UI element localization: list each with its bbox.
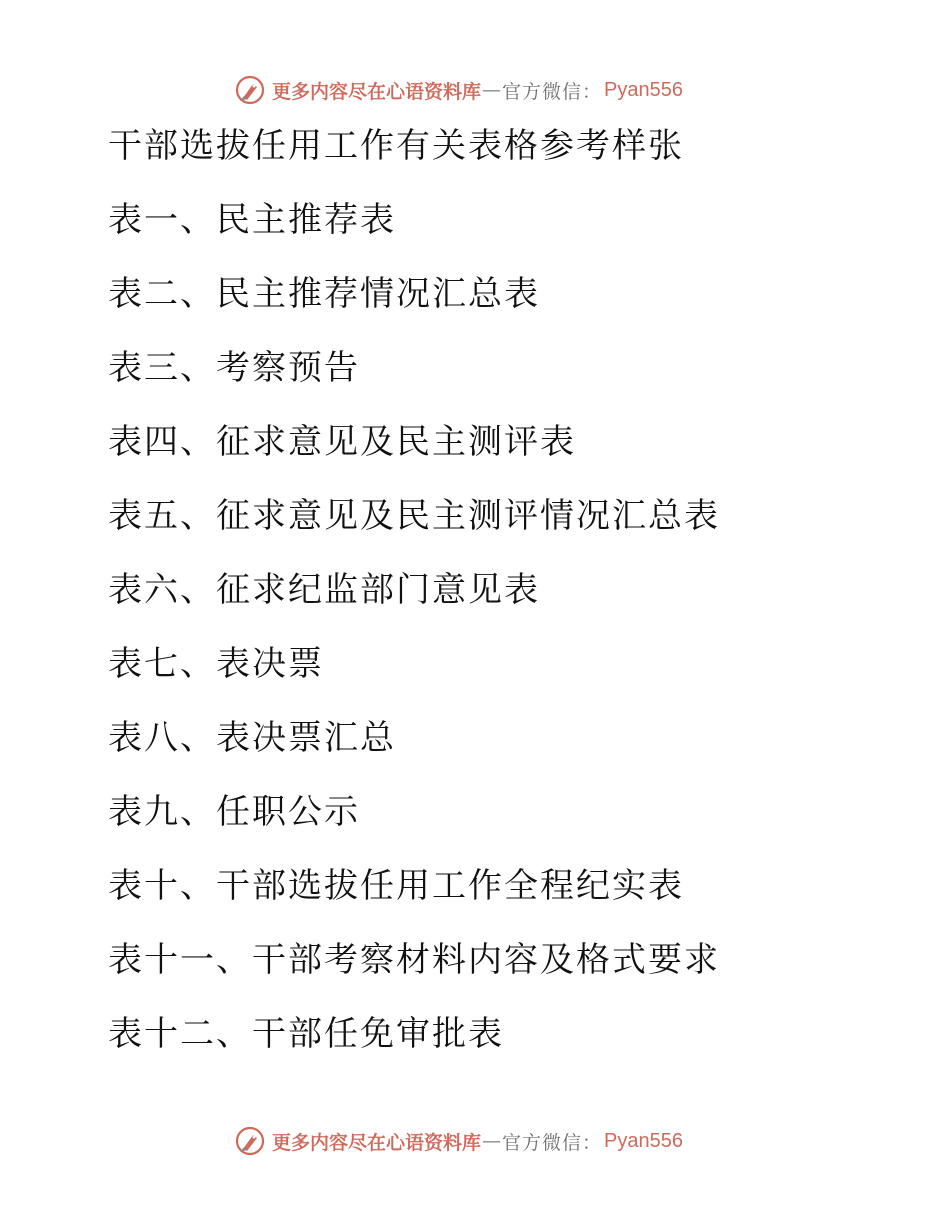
watermark-brand: 更多内容尽在心语资料库	[272, 80, 482, 103]
watermark-dash: —	[482, 1130, 502, 1152]
list-item: 表十二、干部任免审批表	[108, 1014, 504, 1054]
list-item: 表三、考察预告	[108, 348, 360, 388]
watermark-brand: 更多内容尽在心语资料库	[272, 1131, 482, 1154]
watermark-wechat-label: 官方微信：	[502, 80, 603, 103]
list-item: 表六、征求纪监部门意见表	[108, 570, 540, 610]
pen-nib-logo-icon	[234, 74, 266, 106]
watermark-wechat-id: Pyan556	[604, 1129, 683, 1152]
list-item: 表九、任职公示	[108, 792, 360, 832]
document-title: 干部选拔任用工作有关表格参考样张	[108, 126, 684, 166]
list-item: 表八、表决票汇总	[108, 718, 396, 758]
header-watermark	[234, 73, 683, 107]
list-item: 表五、征求意见及民主测评情况汇总表	[108, 496, 720, 536]
watermark-dash: —	[482, 79, 502, 101]
list-item: 表四、征求意见及民主测评表	[108, 422, 576, 462]
list-item: 表二、民主推荐情况汇总表	[108, 274, 540, 314]
watermark-wechat-label: 官方微信：	[502, 1131, 603, 1154]
pen-nib-logo-icon	[234, 1125, 266, 1157]
list-item: 表一、民主推荐表	[108, 200, 396, 240]
footer-watermark	[234, 1124, 683, 1158]
list-item: 表十一、干部考察材料内容及格式要求	[108, 940, 720, 980]
form-list	[108, 196, 720, 1084]
list-item: 表七、表决票	[108, 644, 324, 684]
list-item: 表十、干部选拔任用工作全程纪实表	[108, 866, 684, 906]
watermark-wechat-id: Pyan556	[604, 78, 683, 101]
